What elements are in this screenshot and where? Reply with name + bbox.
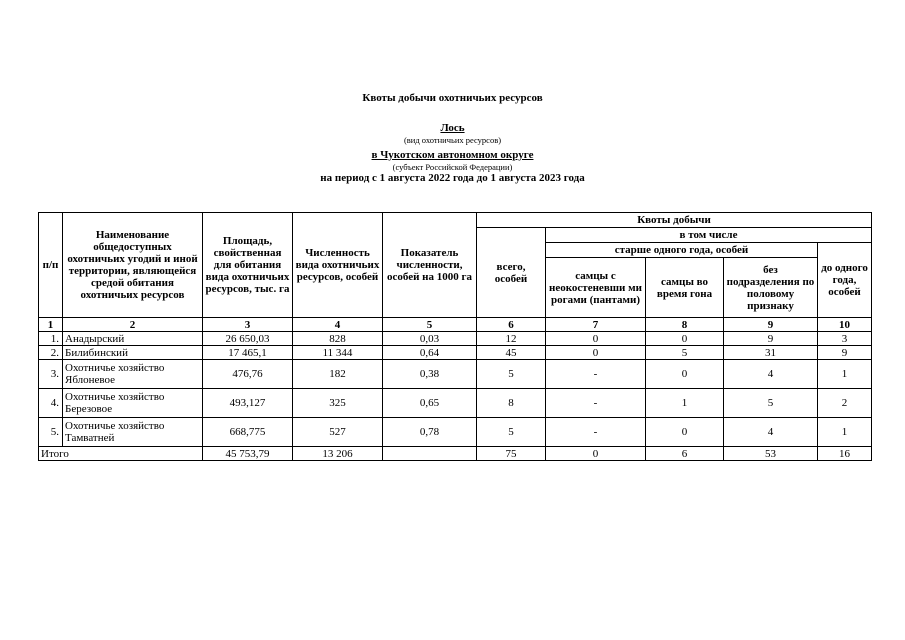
total-area: 45 753,79 xyxy=(203,447,293,461)
row-total: 12 xyxy=(477,332,546,346)
row-total: 5 xyxy=(477,418,546,447)
index-cell: 8 xyxy=(646,318,724,332)
row-density: 0,78 xyxy=(383,418,477,447)
region-name: в Чукотском автономном округе xyxy=(371,149,534,161)
row-under: 1 xyxy=(818,418,872,447)
row-antlers: 0 xyxy=(546,346,646,360)
row-no: 1. xyxy=(39,332,63,346)
row-antlers: 0 xyxy=(546,332,646,346)
row-no: 5. xyxy=(39,418,63,447)
row-nosex: 4 xyxy=(724,360,818,389)
row-nosex: 4 xyxy=(724,418,818,447)
total-row xyxy=(39,447,872,461)
header-under-one: до одного года, особей xyxy=(818,243,872,318)
index-cell: 1 xyxy=(39,318,63,332)
row-population: 325 xyxy=(293,389,383,418)
row-rut: 0 xyxy=(646,418,724,447)
species-caption: (вид охотничьих ресурсов) xyxy=(403,135,502,145)
row-under: 2 xyxy=(818,389,872,418)
total-antlers: 0 xyxy=(546,447,646,461)
row-population: 182 xyxy=(293,360,383,389)
index-cell: 5 xyxy=(383,318,477,332)
table-row xyxy=(39,332,872,346)
table-row xyxy=(39,360,872,389)
row-density: 0,38 xyxy=(383,360,477,389)
row-rut: 5 xyxy=(646,346,724,360)
total-density xyxy=(383,447,477,461)
index-cell: 6 xyxy=(477,318,546,332)
row-population: 828 xyxy=(293,332,383,346)
row-total: 45 xyxy=(477,346,546,360)
row-density: 0,65 xyxy=(383,389,477,418)
header-males-rut: самцы во время гона xyxy=(646,258,724,318)
row-name: Охотничье хозяйство Яблоневое xyxy=(63,360,203,389)
row-no: 3. xyxy=(39,360,63,389)
document-header xyxy=(0,92,905,185)
index-cell: 2 xyxy=(63,318,203,332)
header-area: Площадь, свойственная для обитания вида охотничьих ресурсов, тыс. га xyxy=(203,213,293,318)
row-no: 4. xyxy=(39,389,63,418)
row-name: Билибинский xyxy=(63,346,203,360)
row-rut: 0 xyxy=(646,332,724,346)
row-antlers: - xyxy=(546,389,646,418)
column-index-row xyxy=(39,318,872,332)
row-area: 476,76 xyxy=(203,360,293,389)
header-including: в том числе xyxy=(546,228,872,243)
row-under: 9 xyxy=(818,346,872,360)
row-no: 2. xyxy=(39,346,63,360)
row-area: 493,127 xyxy=(203,389,293,418)
period-text: на период с 1 августа 2022 года до 1 августа 2023 года xyxy=(320,172,585,184)
row-antlers: - xyxy=(546,418,646,447)
header-total: всего, особей xyxy=(477,228,546,318)
total-label: Итого xyxy=(39,447,203,461)
row-population: 11 344 xyxy=(293,346,383,360)
index-cell: 10 xyxy=(818,318,872,332)
total-under: 16 xyxy=(818,447,872,461)
index-cell: 3 xyxy=(203,318,293,332)
total-population: 13 206 xyxy=(293,447,383,461)
index-cell: 4 xyxy=(293,318,383,332)
row-area: 17 465,1 xyxy=(203,346,293,360)
row-nosex: 31 xyxy=(724,346,818,360)
quota-table xyxy=(38,212,872,461)
row-rut: 1 xyxy=(646,389,724,418)
row-antlers: - xyxy=(546,360,646,389)
total-total: 75 xyxy=(477,447,546,461)
row-population: 527 xyxy=(293,418,383,447)
table-row xyxy=(39,389,872,418)
row-area: 668,775 xyxy=(203,418,293,447)
row-rut: 0 xyxy=(646,360,724,389)
region-caption: (субъект Российской Федерации) xyxy=(392,162,513,172)
header-name: Наименование общедоступных охотничьих угодий и иной территории, являющейся средой обитания охотничьих ресурсов xyxy=(63,213,203,318)
index-cell: 9 xyxy=(724,318,818,332)
header-population: Численность вида охотничьих ресурсов, особей xyxy=(293,213,383,318)
row-name: Анадырский xyxy=(63,332,203,346)
header-quotas: Квоты добычи xyxy=(477,213,872,228)
species-name: Лось xyxy=(440,122,465,134)
total-nosex: 53 xyxy=(724,447,818,461)
header-older: старше одного года, особей xyxy=(546,243,818,258)
header-no: п/п xyxy=(39,213,63,318)
header-row-1 xyxy=(39,213,872,228)
row-total: 8 xyxy=(477,389,546,418)
document-title: Квоты добычи охотничьих ресурсов xyxy=(362,92,543,104)
total-rut: 6 xyxy=(646,447,724,461)
row-name: Охотничье хозяйство Березовое xyxy=(63,389,203,418)
row-nosex: 5 xyxy=(724,389,818,418)
row-nosex: 9 xyxy=(724,332,818,346)
table-row xyxy=(39,418,872,447)
row-total: 5 xyxy=(477,360,546,389)
row-density: 0,64 xyxy=(383,346,477,360)
table-row xyxy=(39,346,872,360)
row-under: 1 xyxy=(818,360,872,389)
index-cell: 7 xyxy=(546,318,646,332)
row-name: Охотничье хозяйство Тамватней xyxy=(63,418,203,447)
header-density: Показатель численности, особей на 1000 га xyxy=(383,213,477,318)
header-no-sex: без подразделения по половому признаку xyxy=(724,258,818,318)
row-area: 26 650,03 xyxy=(203,332,293,346)
header-males-antlers: самцы с неокостеневши ми рогами (пантами) xyxy=(546,258,646,318)
row-density: 0,03 xyxy=(383,332,477,346)
row-under: 3 xyxy=(818,332,872,346)
